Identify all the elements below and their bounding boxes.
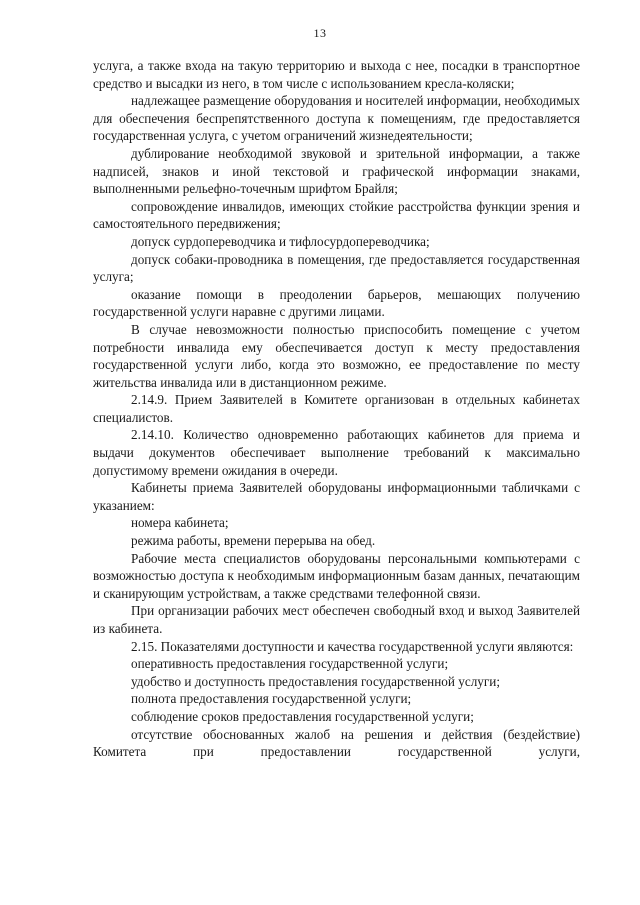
page-number: 13 <box>313 26 327 40</box>
paragraph: сопровождение инвалидов, имеющих стойкие расстройства функции зрения и самостоятельного передвижения; <box>93 198 580 232</box>
paragraph: 2.14.9. Прием Заявителей в Комитете организован в отдельных кабинетах специалистов. <box>93 392 580 425</box>
paragraph: Кабинеты приема Заявителей оборудованы информационными табличками с указанием: <box>93 480 580 513</box>
paragraph: услуга, а также входа на такую территорию и выхода с нее, посадки в транспортное средство и высадки из него, в том числе с использованием кресла-коляски; <box>93 58 580 91</box>
paragraph: Рабочие места специалистов оборудованы персональными компьютерами с возможностью доступа к необходимым информационным базам данных, печатающим и сканирующим устройствам, а также средствами телефонной связи. <box>93 550 580 601</box>
paragraph: 2.15. Показателями доступности и качества государственной услуги являются: <box>131 638 574 654</box>
paragraph: допуск собаки-проводника в помещения, где предоставляется государственная услуга; <box>93 251 580 285</box>
paragraph: соблюдение сроков предоставления государственной услуги; <box>131 708 474 724</box>
paragraph: удобство и доступность предоставления государственной услуги; <box>131 673 500 689</box>
paragraph: надлежащее размещение оборудования и носителей информации, необходимых для обеспечения беспрепятственного доступа к помещениям, где предоставляется государственная услуга, с учетом ограничений жизнедеятельности; <box>93 93 580 144</box>
body-text <box>93 57 580 761</box>
paragraph: отсутствие обоснованных жалоб на решения и действия (бездействие) Комитета при предоставлении государственной услуги, <box>93 726 580 760</box>
paragraph: режима работы, времени перерыва на обед. <box>131 533 376 549</box>
paragraph: допуск сурдопереводчика и тифлосурдопереводчика; <box>131 233 430 249</box>
paragraph: 2.14.10. Количество одновременно работающих кабинетов для приема и выдачи документов обеспечивает выполнение требований к максимально допустимому времени ожидания в очереди. <box>93 427 580 478</box>
paragraph: В случае невозможности полностью приспособить помещение с учетом потребности инвалида ему обеспечивается доступ к месту предоставления государственной услуги либо, когда это возможно, ее предоставление по месту жительства инвалида или в дистанционном режиме. <box>93 321 580 390</box>
paragraph: При организации рабочих мест обеспечен свободный вход и выход Заявителей из кабинета. <box>93 603 580 636</box>
paragraph: дублирование необходимой звуковой и зрительной информации, а также надписей, знаков и иной текстовой и графической информации знаками, выполненными рельефно-точечным шрифтом Брайля; <box>93 145 580 197</box>
paragraph: полнота предоставления государственной услуги; <box>131 691 412 707</box>
paragraph: оперативность предоставления государственной услуги; <box>131 656 449 672</box>
paragraph: номера кабинета; <box>131 515 229 531</box>
paragraph: оказание помощи в преодолении барьеров, мешающих получению государственной услуги наравне с другими лицами. <box>93 286 580 320</box>
